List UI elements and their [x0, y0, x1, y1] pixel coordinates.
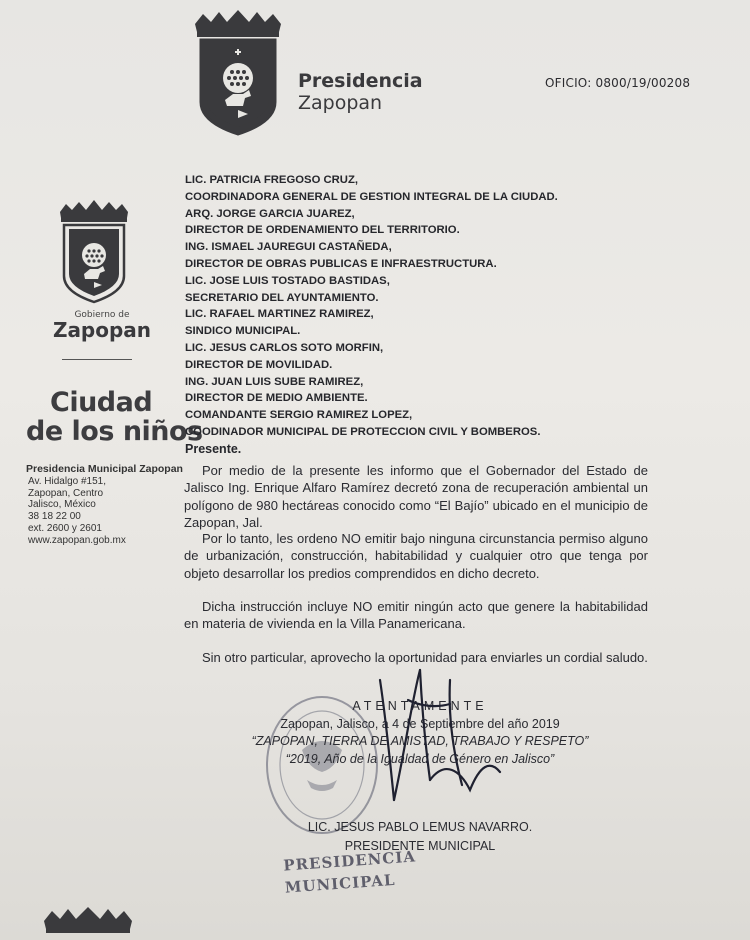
address-line: Zapopan, Centro [28, 487, 104, 499]
recipient-line: LIC. JOSE LUIS TOSTADO BASTIDAS, [185, 274, 390, 287]
paragraph-text: Por medio de la presente les informo que el Gobernador del Estado de Jalisco Ing. Enrique Alfaro Ramírez decretó zona de recuperación ambiental un polígono de 980 hectáreas conocido como “El Bajío” ubicado en el municipio de Zapopan, Jal. [184, 463, 648, 531]
slogan-line1: Ciudad [50, 387, 153, 418]
recipient-line: DIRECTOR DE MOVILIDAD. [185, 358, 333, 371]
body-paragraph-3 [184, 598, 648, 633]
recipient-line: DIRECTOR DE MEDIO AMBIENTE. [185, 392, 368, 405]
oficio-number: OFICIO: 0800/19/00208 [545, 76, 691, 90]
paragraph-text: Por lo tanto, les ordeno NO emitir bajo ninguna circunstancia permiso alguno de urbanización, construcción, habitabilidad y cualquier otro que tenga por objeto desarrollar los predios comprendidos en dicho decreto. [184, 531, 648, 581]
paragraph-text: Sin otro particular, aprovecho la oportunidad para enviarles un cordial saludo. [202, 650, 648, 665]
stamp-text [283, 845, 419, 898]
gobierno-zapopan-logo [58, 200, 130, 308]
crown-icon [42, 907, 134, 933]
recipient-line: LIC. PATRICIA FREGOSO CRUZ, [185, 174, 359, 186]
recipient-line: ARQ. JORGE GARCIA JUAREZ, [185, 207, 355, 220]
recipient-line: COMANDANTE SERGIO RAMIREZ LOPEZ, [185, 409, 413, 422]
recipient-line: COORDINADORA GENERAL DE GESTION INTEGRAL DE LA CIUDAD. [185, 190, 558, 203]
address-line: Jalisco, México [28, 499, 96, 511]
body-paragraph-1 [184, 462, 648, 532]
recipient-line: COODINADOR MUNICIPAL DE PROTECCION CIVIL Y BOMBEROS. [185, 425, 541, 438]
gobierno-name: Zapopan [52, 318, 152, 342]
brand-wordmark [298, 70, 423, 114]
address-line: Av. Hidalgo #151, [28, 475, 107, 487]
recipient-line: ING. ISMAEL JAUREGUI CASTAÑEDA, [185, 241, 392, 254]
recipient-line: SINDICO MUNICIPAL. [185, 325, 301, 338]
handwritten-signature [350, 660, 520, 810]
gobierno-label: Gobierno de [74, 310, 130, 320]
sidebar-address [26, 464, 183, 547]
signer-name: LIC. JESUS PABLO LEMUS NAVARRO. [307, 820, 533, 834]
extension-line: ext. 2600 y 2601 [28, 522, 102, 534]
stamp-line2: MUNICIPAL [284, 870, 397, 897]
stamp-line1: PRESIDENCIA [282, 847, 417, 875]
crown-icon [195, 10, 281, 37]
paragraph-text: Dicha instrucción incluye NO emitir ningún acto que genere la habitabilidad en materia de vivienda en la Villa Panamericana. [184, 599, 648, 632]
recipient-line: DIRECTOR DE ORDENAMIENTO DEL TERRITORIO. [185, 224, 460, 237]
recipient-line: ING. JUAN LUIS SUBE RAMIREZ, [185, 375, 364, 388]
body-paragraph-2 [184, 530, 648, 582]
brand-line1: Presidencia [298, 70, 423, 92]
sidebar-divider [62, 359, 132, 360]
website-link[interactable]: www.zapopan.gob.mx [28, 534, 126, 546]
recipients-block [185, 172, 558, 458]
phone-line: 38 18 22 00 [28, 511, 81, 523]
brand-line2: Zapopan [298, 92, 383, 114]
salutation: Presente. [185, 441, 242, 456]
closing-year-motto: “2019, Año de la Igualdad de Género en Jalisco” [285, 751, 555, 766]
closing-atentamente: ATENTAMENTE [352, 699, 488, 713]
recipient-line: SECRETARIO DEL AYUNTAMIENTO. [185, 291, 379, 304]
recipient-line: LIC. RAFAEL MARTINEZ RAMIREZ, [185, 308, 374, 321]
closing-place-date: Zapopan, Jalisco, a 4 de Septiembre del año 2019 [280, 716, 560, 731]
recipient-line: LIC. JESUS CARLOS SOTO MORFIN, [185, 341, 384, 354]
crown-icon [60, 200, 128, 222]
recipient-line: DIRECTOR DE OBRAS PUBLICAS E INFRAESTRUCTURA. [185, 257, 497, 270]
slogan-line2: de los niños [26, 416, 203, 447]
address-line: Presidencia Municipal Zapopan [26, 463, 183, 475]
signer-title: PRESIDENTE MUNICIPAL [344, 839, 496, 853]
zapopan-shield-logo [193, 10, 283, 138]
closing-motto: “ZAPOPAN, TIERRA DE AMISTAD, TRABAJO Y RESPETO” [251, 734, 589, 748]
